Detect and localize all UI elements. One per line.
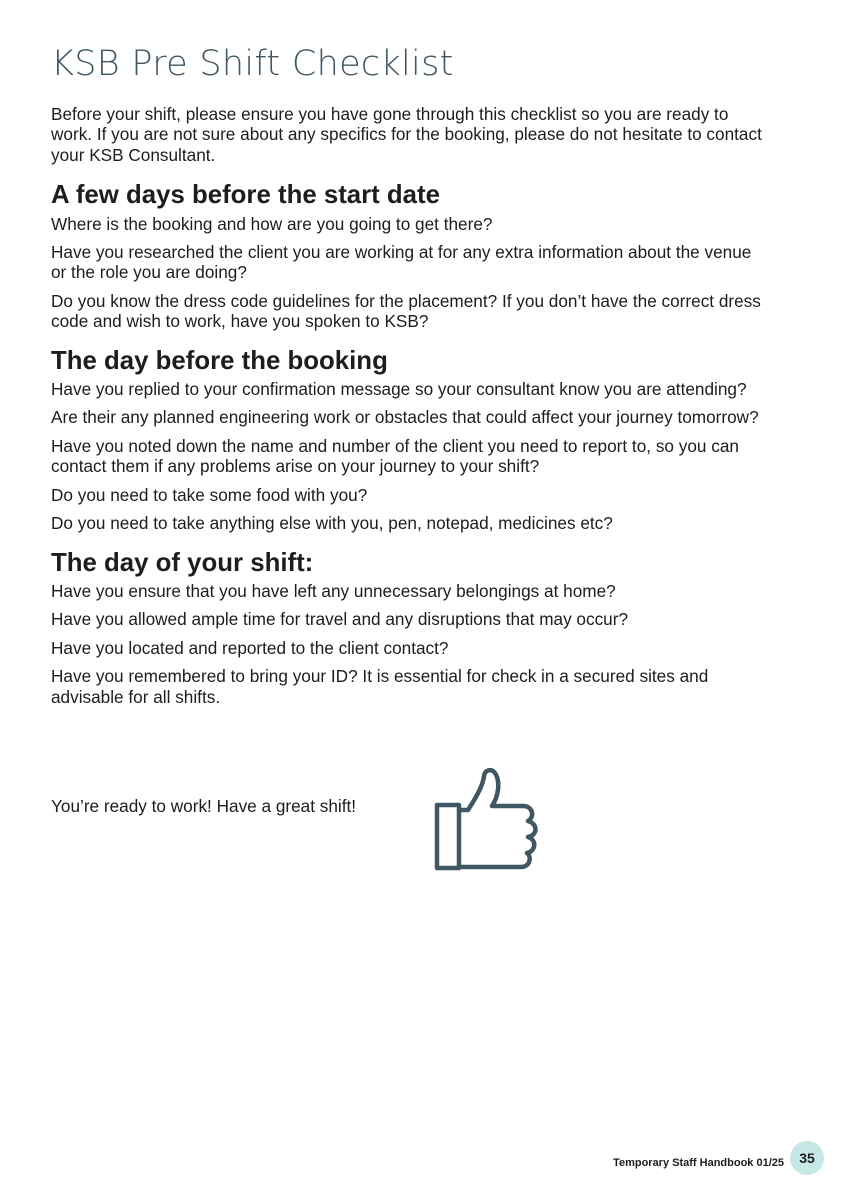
intro-paragraph: Before your shift, please ensure you have gone through this checklist so you are ready to work. If you are not sure about any specifics for the booking, please do not hesitate to contact your KSB Consultant. bbox=[51, 104, 762, 165]
footer-document-name: Temporary Staff Handbook 01/25 bbox=[613, 1157, 784, 1169]
checklist-item: Have you ensure that you have left any unnecessary belongings at home? bbox=[51, 580, 616, 601]
section-heading: The day before the booking bbox=[51, 346, 388, 375]
checklist-item: Do you need to take anything else with you, pen, notepad, medicines etc? bbox=[51, 513, 613, 534]
checklist-item: Have you remembered to bring your ID? It is essential for check in a secured sites and advisable for all shifts. bbox=[51, 666, 709, 707]
checklist-item: Have you allowed ample time for travel and any disruptions that may occur? bbox=[51, 609, 629, 630]
page-number-badge: 35 bbox=[790, 1141, 824, 1175]
checklist-item: Are their any planned engineering work or obstacles that could affect your journey tomorrow? bbox=[51, 407, 759, 428]
checklist-item: Do you know the dress code guidelines for the placement? If you don’t have the correct dress code and wish to work, have you spoken to KSB? bbox=[51, 290, 761, 332]
page-title: KSB Pre Shift Checklist bbox=[51, 44, 454, 84]
checklist-item: Where is the booking and how are you going to get there? bbox=[51, 213, 493, 234]
section-day-before bbox=[51, 346, 771, 534]
checklist-item: Have you noted down the name and number of the client you need to report to, so you can contact them if any problems arise on your journey to your shift? bbox=[51, 435, 739, 477]
section-day-of-shift bbox=[51, 548, 771, 707]
checklist-item: Have you replied to your confirmation message so your consultant know you are attending? bbox=[51, 379, 747, 400]
checklist-item: Have you researched the client you are working at for any extra information about the venue or the role you are doing? bbox=[51, 242, 752, 283]
closing-message: You’re ready to work! Have a great shift! bbox=[51, 796, 357, 816]
section-heading: The day of your shift: bbox=[51, 548, 314, 577]
section-few-days-before bbox=[51, 181, 771, 332]
section-heading: A few days before the start date bbox=[51, 181, 440, 210]
checklist-item: Have you located and reported to the client contact? bbox=[51, 637, 449, 658]
checklist-content bbox=[51, 104, 771, 715]
checklist-item: Do you need to take some food with you? bbox=[51, 484, 368, 505]
thumbs-up-icon bbox=[428, 763, 548, 878]
